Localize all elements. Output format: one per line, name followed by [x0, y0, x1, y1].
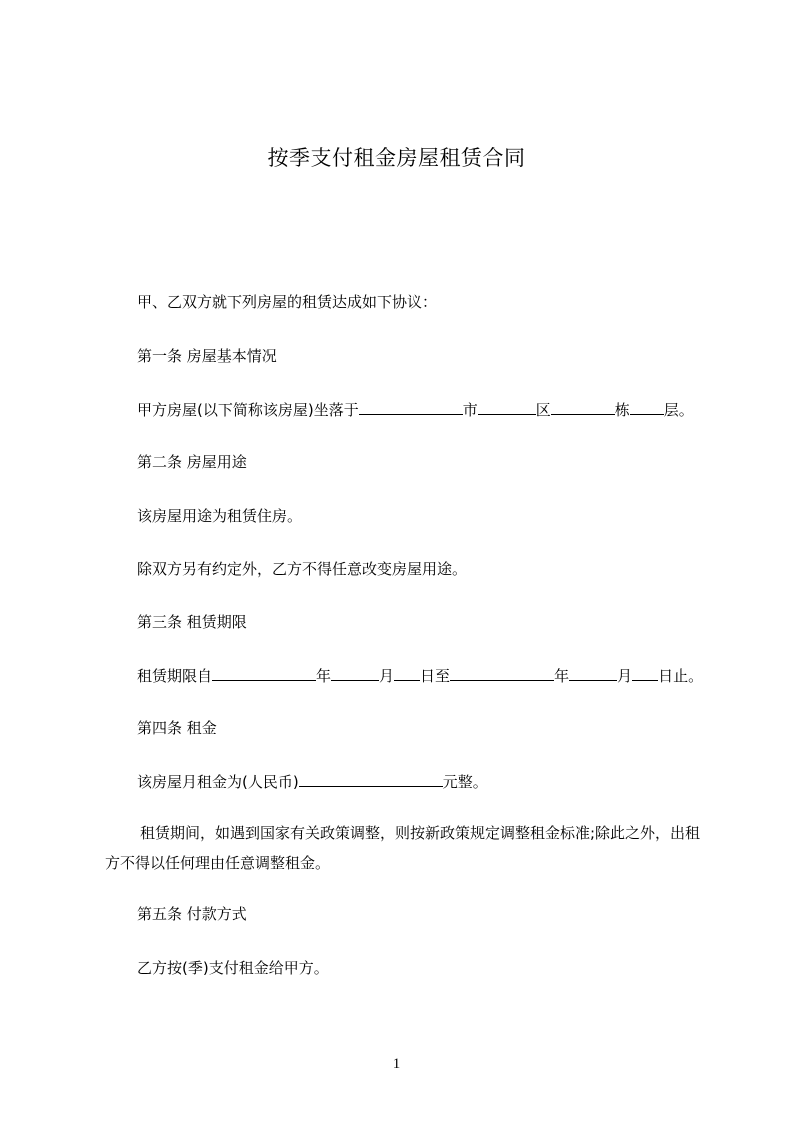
rent-adjustment-text: 租赁期间，如遇到国家有关政策调整，则按新政策规定调整租金标准;除此之外，出租方不得以任何理由任意调整租金。 — [105, 824, 701, 872]
article-5-heading: 第五条 付款方式 — [137, 905, 247, 923]
article-2-paragraph-1: 该房屋用途为租赁住房。 — [137, 507, 303, 525]
article-3-heading: 第三条 租赁期限 — [137, 613, 247, 631]
end-year-blank — [450, 665, 554, 681]
start-month-blank — [331, 665, 379, 681]
day-to-label: 日至 — [420, 667, 451, 685]
intro-text: 甲、乙双方就下列房屋的租赁达成如下协议： — [137, 293, 438, 311]
article-4-heading: 第四条 租金 — [137, 719, 217, 737]
article-3-term-line — [137, 665, 703, 686]
address-blank — [359, 399, 463, 415]
page-number: 1 — [392, 1056, 401, 1072]
floor-label: 层。 — [663, 401, 694, 419]
year2-label: 年 — [554, 667, 570, 685]
article-1-heading: 第一条 房屋基本情况 — [137, 347, 277, 365]
month2-label: 月 — [617, 667, 633, 685]
year-label: 年 — [316, 667, 332, 685]
end-month-blank — [569, 665, 617, 681]
city-blank — [478, 399, 536, 415]
term-prefix: 租赁期限自 — [137, 667, 213, 685]
article-4-rent-line — [137, 771, 488, 792]
building-label: 栋 — [614, 401, 630, 419]
start-year-blank — [212, 665, 316, 681]
month-label: 月 — [379, 667, 395, 685]
city-label: 市 — [462, 401, 478, 419]
address-prefix: 甲方房屋(以下简称该房屋)坐落于 — [137, 401, 359, 419]
document-title: 按季支付租金房屋租赁合同 — [267, 146, 526, 170]
end-day-blank — [632, 665, 658, 681]
article-4-paragraph-2 — [105, 818, 705, 878]
start-day-blank — [394, 665, 420, 681]
article-5-paragraph-1: 乙方按(季)支付租金给甲方。 — [137, 959, 329, 977]
article-2-paragraph-2: 除双方另有约定外，乙方不得任意改变房屋用途。 — [137, 560, 468, 578]
rent-prefix: 该房屋月租金为(人民币) — [137, 773, 299, 791]
rent-suffix: 元整。 — [442, 773, 488, 791]
district-label: 区 — [535, 401, 551, 419]
rent-amount-blank — [299, 771, 443, 787]
day-end-label: 日止。 — [658, 667, 704, 685]
article-1-address-line — [137, 399, 694, 420]
article-2-heading: 第二条 房屋用途 — [137, 453, 247, 471]
building-blank — [630, 399, 664, 415]
district-blank — [551, 399, 615, 415]
